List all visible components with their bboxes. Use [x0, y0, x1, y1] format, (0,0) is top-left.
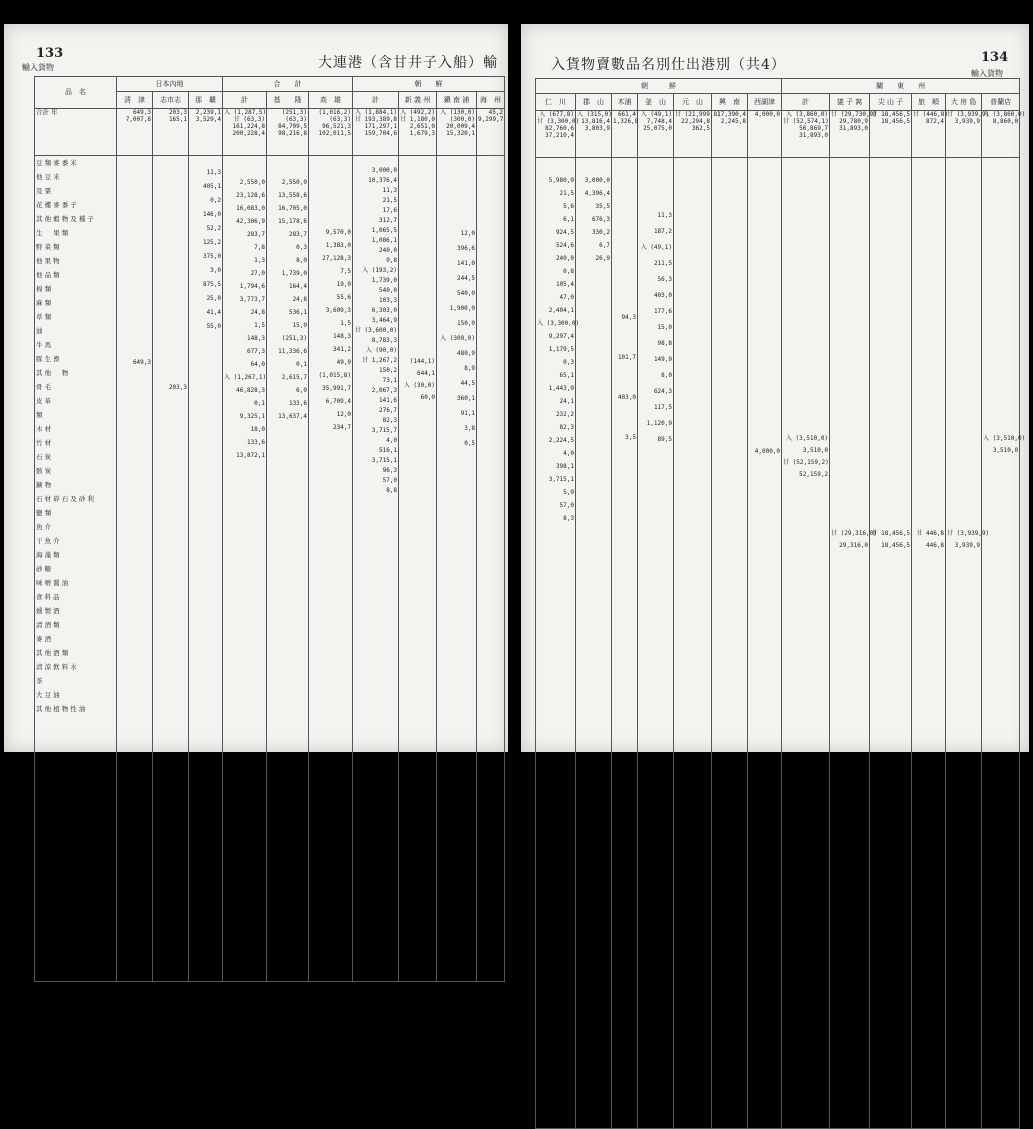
column-header: 元 山	[674, 94, 712, 111]
data-column	[712, 158, 748, 1129]
total-cell: 203,3 165,1	[153, 109, 189, 156]
total-cell: 45,2 9,299,7	[477, 109, 505, 156]
column-header: 大 房 島	[946, 94, 982, 111]
column-header: 郡 山	[576, 94, 612, 111]
column-header: 釜 山	[638, 94, 674, 111]
total-cell: (1,016,2) (63,3) 96,521,3 102,011,5	[309, 109, 353, 156]
total-cell: 661,4 1,326,8	[612, 111, 638, 158]
item-names: 豆 類 麥 黍 米 他 豆 米 及 粟 花 樓 麥 黍 子 其 他 穀 物 及 種 子 生 果 類 野 菜 類 他 果 物 他 品 類 棉 類 麻 類 草 類 油 牛 馬 豚 生 畜 其 他 物 骨 毛 皮 革 類 木 材 竹 材 石 炭 骸 炭 鑛 物 石 材 砕 石 及 砂 利 鹽 類 魚 介 干 魚 介 海 藻 類 砂 糖 味 噌 醤 油 食 料 品 燻 製 酒 淸 酒 類 麥 酒 其 他 酒 類 淸 涼 飲 料 水 茶 大 豆 油 其 他 植 物 性 油	[35, 156, 117, 982]
left-page-label: 輸入貨物	[22, 63, 54, 72]
total-cell: 甘 (3,939,9) 3,939,9	[946, 111, 982, 158]
column-header: 計	[353, 92, 399, 109]
data-column: 甘 446,8 446,8	[912, 158, 946, 1129]
column-header: 那 覇	[189, 92, 223, 109]
data-column: 入 (3,510,0) 3,510,0	[982, 158, 1020, 1129]
total-cell: 入 (3,860,0) 甘 (52,574,1) 56,869,7 31,893,0	[782, 111, 830, 158]
column-header: 志市志	[153, 92, 189, 109]
data-column: 94,3 101,7 403,0 3,5	[612, 158, 638, 1129]
data-column: 2,550,0 13,558,6 16,705,0 15,178,6 283,7 0,3 8,0 1,739,0 164,4 24,8 536,1 15,0 (251,3) 11,336,6 0,1 2,615,7 6,0 133,6 13,637,4	[267, 156, 309, 982]
column-header: 西湖津	[748, 94, 782, 111]
data-column: 203,3	[153, 156, 189, 982]
total-cell: 入 (492,2) 甘 1,180,0 2,651,0 1,679,3	[399, 109, 437, 156]
total-cell: 649,3 7,007,8	[117, 109, 153, 156]
right-page-title: 入貨物𧶠數品名別仕出港別（共4）	[551, 57, 786, 73]
region-header: 朝 鮮	[536, 79, 782, 94]
data-column: 2,550,0 23,128,6 16,083,0 42,306,9 283,7 7,8 1,3 27,0 1,794,6 3,773,7 24,8 1,5 148,3 677,3 64,0 入 (1,267,1) 46,828,3 0,1 9,325,1 18,0 133,6 13,872,1	[223, 156, 267, 982]
total-cell: 入 (49,1) 7,748,4 25,075,0	[638, 111, 674, 158]
left-table	[34, 76, 505, 982]
right-page-label: 輸入貨物	[971, 69, 1003, 78]
data-column: 3,000,0 10,376,4 11,3 21,5 17,6 312,7 1,065,5 1,086,1 240,0 0,8 入 (193,2) 1,739,0 540,0 103,3 6,303,0 3,464,9 甘 (3,600,0) 8,783,3 入 (90,0) 甘 1,267,2 150,2 73,1 2,067,3 141,6 276,7 82,3 3,715,7 4,0 516,1 3,715,1 96,3 57,0 8,8	[353, 156, 399, 982]
total-cell: 17,390,4 2,245,8	[712, 111, 748, 158]
data-column: 3,000,0 4,396,4 35,5 676,3 330,2 6,7 26,9	[576, 158, 612, 1129]
region-header: 關 東 州	[782, 79, 1020, 94]
right-page	[521, 24, 1029, 752]
left-page-title: 大連港（含甘井子入船）輸	[318, 55, 498, 71]
total-cell: 入 (130,0) (300,0) 20,009,4 15,320,1	[437, 109, 477, 156]
column-header: 旅 順	[912, 94, 946, 111]
column-header: 興 南	[712, 94, 748, 111]
row-header: 品 名	[35, 77, 117, 109]
region-header: 合 計	[223, 77, 353, 92]
total-cell: 入 (3,860,0) 8,860,0	[982, 111, 1020, 158]
column-header: 普蘭店	[982, 94, 1020, 111]
total-cell: 入 (677,8) 甘 (3,300,0) 82,760,6 37,210,4	[536, 111, 576, 158]
left-page-number: 133	[36, 46, 64, 61]
column-header: 貔 子 窩	[830, 94, 870, 111]
total-cell: 入 (1,884,1) 甘 193,389,8 171,297,1 159,704,6	[353, 109, 399, 156]
column-header: 木浦	[612, 94, 638, 111]
total-cell: 甘 (446,8) 872,4	[912, 111, 946, 158]
data-column: (144,1) 644,1 入 (30,0) 60,0	[399, 156, 437, 982]
column-header: 鎭 南 浦	[437, 92, 477, 109]
column-header: 計	[223, 92, 267, 109]
total-cell: 入 (315,0) 13,816,4 3,803,9	[576, 111, 612, 158]
total-cell: 4,000,0	[748, 111, 782, 158]
region-header: 朝 鮮	[353, 77, 505, 92]
total-cell: (251,3) (63,3) 84,709,5 98,216,8	[267, 109, 309, 156]
data-column: 5,980,0 21,5 5,6 6,1 924,5 524,6 240,0 0,8 105,4 47,0 2,404,1 入 (3,300,0) 9,297,4 1,179,5 0,3 65,1 1,443,0 24,1 232,2 82,3 2,224,5 4,0 398,1 3,715,1 5,0 57,0 8,3	[536, 158, 576, 1129]
data-column: 12,0 396,6 141,0 244,5 540,0 1,900,0 150,0 入 (300,0) 480,9 8,9 44,5 360,1 91,1 3,8 0,5	[437, 156, 477, 982]
column-header: 計	[782, 94, 830, 111]
data-column: 甘 (29,316,0) 29,316,0	[830, 158, 870, 1129]
column-header: 基 隆	[267, 92, 309, 109]
total-cell: 甘 18,456,5 18,456,5	[870, 111, 912, 158]
right-table	[535, 78, 1026, 1129]
column-header: 高 雄	[309, 92, 353, 109]
data-column: 4,000,0	[748, 158, 782, 1129]
column-header: 海 州	[477, 92, 505, 109]
data-column: 入 (3,510,0) 3,510,0 甘 (52,159,2) 52,159,2	[782, 158, 830, 1129]
data-column: 649,3	[117, 156, 153, 982]
total-cell: 2,239,1 3,529,4	[189, 109, 223, 156]
total-cell: 入 (1,287,5) 甘 (63,3) 161,224,8 200,228,4	[223, 109, 267, 156]
data-column	[477, 156, 505, 982]
column-header: 仁 川	[536, 94, 576, 111]
data-column: 甘 18,456,5 18,456,5	[870, 158, 912, 1129]
column-header: 尖 山 子	[870, 94, 912, 111]
total-cell: 甘 (29,730,9) 29,780,9 31,893,0	[830, 111, 870, 158]
total-cell: 甘 (21,999,8) 22,294,8 362,5	[674, 111, 712, 158]
left-page	[4, 24, 508, 752]
right-page-number: 134	[981, 50, 1009, 65]
region-header: 日本內地	[117, 77, 223, 92]
column-header: 淸 津	[117, 92, 153, 109]
data-column	[674, 158, 712, 1129]
column-header: 新 義 州	[399, 92, 437, 109]
data-column: 11,3 405,1 0,2 146,0 52,2 125,2 375,0 3,0 875,5 25,0 41,4 55,0	[189, 156, 223, 982]
total-label: 合計 年	[35, 109, 117, 156]
data-column: 11,3 187,2 入 (49,1) 211,5 56,3 403,0 177,6 15,0 98,8 149,9 8,0 624,3 117,5 1,120,9 89,5	[638, 158, 674, 1129]
data-column: 9,570,0 1,383,0 27,128,3 7,5 19,0 55,6 3,609,3 1,5 148,3 341,2 49,0 (1,015,8) 35,991,7 6,709,4 12,0 234,7	[309, 156, 353, 982]
data-column: 甘 (3,939,9) 3,939,9	[946, 158, 982, 1129]
